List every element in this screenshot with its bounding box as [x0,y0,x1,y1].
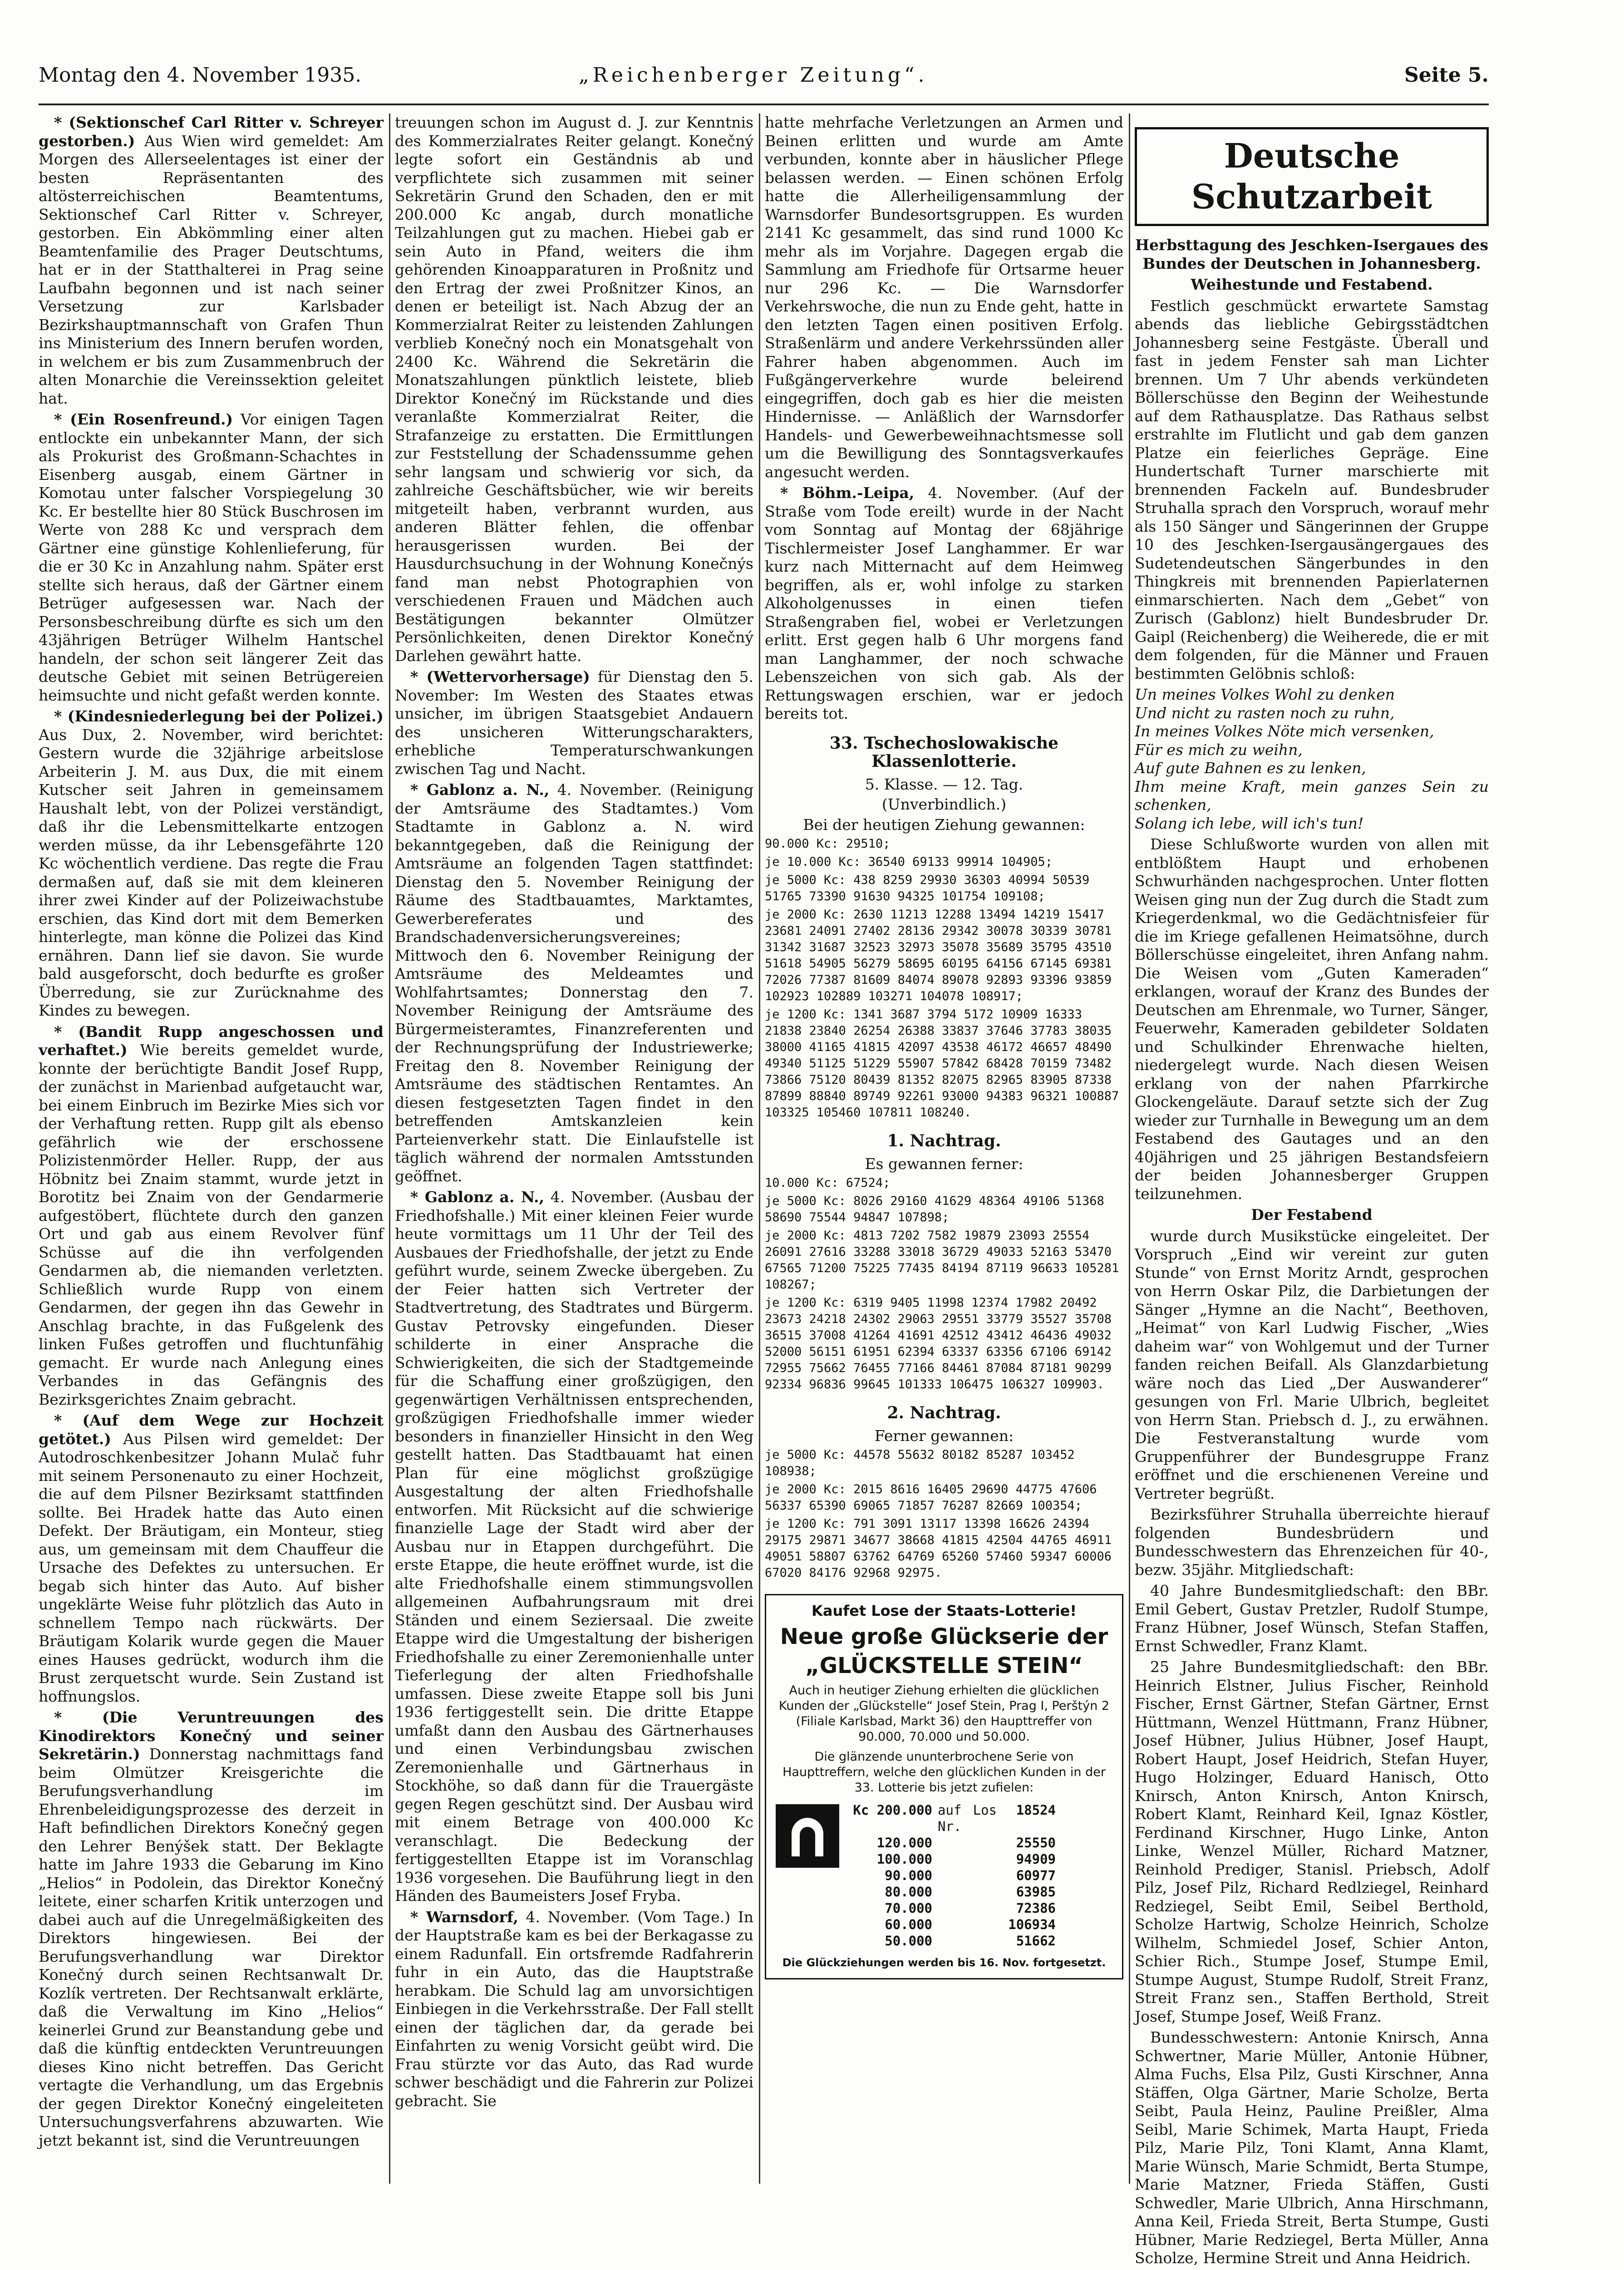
article-text: treuungen schon im August d. J. zur Kenntnis des Kommerzialrates Reiter gelangt. Konečný legte sofort ein Geständnis ab und verpflichtete sich zusammen mit seiner Sekretärin Grund den Schaden, den er mit 200.000 Kc angab, durch monatliche Teilzahlungen gut zu machen. Hiebei gab er sein Auto in Pfand, weiters die ihm gehörenden Kinoapparaturen in Proßnitz und den Ertrag der zwei Proßnitzer Kinos, an denen er beteiligt ist. Nach Abzug der an Kommerzialrat Reiter zu leistenden Zahlungen verblieb Konečný noch ein Monatsgehalt von 2400 Kc. Während die Sekretärin die Monatszahlungen pünktlich leistete, blieb Direktor Konečný im Rückstande und dies veranlaßte Kommerzialrat Reiter, die Strafanzeige zu erstatten. Die Ermittlungen zur Feststellung der Schadenssumme gehen sehr langsam und schwierig vor sich, da zahlreiche Geschäftsbücher, wie wir bereits mitgeteilt haben, verbrannt wurden, aus anderen Blätter fehlen, die offenbar herausgerissen wurden. Bei der Hausdurchsuchung in der Wohnung Konečnýs fand man nebst Photographien von verschiedenen Frauen und Mädchen auch Bestätigungen bekannter Olmützer Persönlichkeiten, denen Direktor Konečný Darlehen gewährt hatte. [395,114,753,665]
article [39,1023,384,1409]
paragraph: Bezirksführer Struhalla überreichte hierauf folgenden Bundesbrüdern und Bundesschwestern das Ehrenzeichen für 40-, bezw. 35jähr. Mitgliedschaft: [1135,1505,1489,1579]
column-1 [39,114,384,2184]
lottery-line: je 1200 Kc: 6319 9405 11998 12374 17982 20492 23673 24218 24302 29063 29551 33779 35527 35708 36515 37008 41264 41691 42512 43412 46436 49032 52000 56151 61951 62394 63337 63356 67106 69142 72955 75662 76455 77166 84461 87084 87181 90299 92334 96836 99645 101333 106475 106327 109903. [765,1296,1119,1392]
article-head: * (Die Veruntreuungen des Kinodirektors Konečný und seiner Sekretärin.) [39,1708,384,1763]
ad-prize-table [773,1802,1115,1949]
article-text: Aus Pilsen wird gemeldet: Der Autodroschkenbesitzer Johann Mulač fuhr mit seinem Personenauto zu einer Hochzeit, die auf dem Pilsner Bezirksamt stattfinden sollte. Bei Hradek hatte das Auto einen Defekt. Der Bräutigam, ein Monteur, stieg aus, um gemeinsam mit dem Chauffeur die Ursache des Defektes zu untersuchen. Er begab sich hinter das Auto. Auf bisher ungeklärte Weise fuhr plötzlich das Auto in schnellem Tempo nach rückwärts. Der Bräutigam Kolarik wurde gegen die Mauer eines Hauses gedrückt, wodurch ihm die Brust zerquetscht wurde. Sein Zustand ist hoffnungslos. [39,1430,384,1705]
paragraph: 40 Jahre Bundesmitgliedschaft: den BBr. Emil Gebert, Gustav Pretzler, Rudolf Stumpe, Franz Hübner, Josef Wünsch, Stefan Staffen, Ernst Schwedler, Franz Klamt. [1135,1582,1489,1655]
lottery-line: je 5000 Kc: 8026 29160 41629 48364 49106 51368 58690 75544 94847 107898; [765,1194,1112,1224]
lottery-line: 90.000 Kc: 29510; [765,837,891,851]
article [39,114,384,408]
column-divider [389,114,390,2184]
article-head: * (Ein Rosenfreund.) [54,410,233,428]
ad-prize-row: 100.000 94909 [876,1851,1056,1867]
horseshoe-logo-icon [773,1802,842,1870]
ad-banner: Kaufet Lose der Staats-Lotterie! [812,1602,1077,1619]
column-divider [1129,114,1130,2184]
article [395,1188,753,1905]
article-text: Aus Wien wird gemeldet: Am Morgen des Allerseelentages ist einer der besten Repräsentanten des altösterreichischen Beamtentums, Sektionschef Carl Ritter v. Schreyer, gestorben. Ein Abkömmling einer alten Beamtenfamilie des Prager Deutschtums, hat er in der Statthalterei in Prag seine Laufbahn begonnen und ist nach seiner Versetzung zur Karlsbader Bezirkshauptmannschaft von Grafen Thun ins Ministerium des Innern berufen worden, in welchem er bis zum Zusammenbruch der alten Monarchie die Vereinssektion geleitet hat. [39,132,384,407]
lottery-supplement-intro: Ferner gewannen: [874,1426,1014,1445]
lottery-line: je 2000 Kc: 2015 8616 16405 29690 44775 47606 56337 65390 69065 71857 76287 82669 100354; [765,1482,1104,1513]
article [39,707,384,1020]
article [39,1708,384,2150]
ad-prize-row: 70.000 72386 [885,1900,1056,1916]
article [39,410,384,705]
section-title-box: Deutsche Schutzarbeit [1135,127,1489,226]
article [395,781,753,1185]
article [39,1411,384,1706]
column-4 [1135,114,1489,2267]
article-text: Vor einigen Tagen entlockte ein unbekannter Mann, der sich als Prokurist des Großmann-Schachtes in Eisenberg ausgab, einem Gärtner in Komotau unter falscher Vorspiegelung 30 Kc. Er bestellte hier 80 Stück Buschrosen im Werte von 288 Kc und versprach dem Gärtner eine günstige Kohlenlieferung, für die er 30 Kc in Anzahlung nahm. Später erst stellte sich heraus, daß der Gärtner einem Betrüger aufgesessen war. Nach der Personsbeschreibung dürfte es sich um den 43jährigen Betrüger Wilhelm Hantschel handeln, der schon seit längerer Zeit das deutsche Gebiet mit seinen Betrügereien heimsuchte und nicht gefaßt werden konnte. [39,410,384,704]
article-text: Wie bereits gemeldet wurde, konnte der berüchtigte Bandit Josef Rupp, der zunächst in Marienbad aufgetaucht war, bei einem Einbruch im Bezirke Mies sich vor der Verhaftung retten. Rupp gilt als ebenso gefährlich wie der erschossene Polizistenmörder Heller. Rupp, der aus Höbnitz bei Znaim stammt, wurde jetzt in Borotitz bei Znaim von der Gendarmerie aufgestöbert, flüchtete durch den ganzen Ort und gab aus einem Revolver fünf Schüsse auf die ihn verfolgenden Gendarmen ab, die niemanden verletzten. Schließlich wurde Rupp von einem Gendarmen, der gegen ihn das Gewehr in Anschlag brachte, in das Fußgelenk des linken Fußes getroffen und fluchtunfähig gemacht. Er wurde nach Anlegung eines Verbandes in das Gefängnis des Bezirksgerichtes Znaim gebracht. [39,1041,384,1408]
ad-prize-row: 90.000 60977 [885,1867,1056,1883]
ad-title: Neue große Glückserie der [780,1624,1108,1649]
paragraph: wurde durch Musikstücke eingeleitet. Der Vorspruch „Eind wir vereint zur guten Stunde“ von Ernst Moritz Arndt, gesprochen von Herrn Oskar Pilz, die Darbietungen der Sänger „Hymne an die Nacht“, Beethoven, „Heimat“ von Karl Ludwig Fischer, „Wies daheim war“ von Wohlgemut und der Turner fanden reichen Beifall. Als Glanzdarbietung wäre noch das Lied „Der Auswanderer“ gesungen von Frl. Marie Ulbrich, begleitet von Herrn Stan. Priebsch d. J., zu erwähnen. Die Festveranstaltung wurde vom Gruppenführer der Bundesgruppe Franz eröffnet und die erschienenen Vereine und Vertreter begrüßt. [1135,1227,1489,1502]
article [395,1908,753,2111]
article-head: * Gablonz a. N., [410,781,550,799]
column-divider [759,114,760,2184]
lottery-section [765,733,1127,1582]
article-text: Donnerstag nachmittags fand beim Olmützer Kreisgerichte die Berufungsverhandlung im Ehrenbeleidigungsprozesse des derzeit in Haft befindlichen Direktors Konečný gegen den Lehrer Benýšek statt. Der Beklagte hatte im Jahre 1933 die Gebarung im Kino „Helios“ in Podolein, das Direktor Konečný leitete, einer scharfen Kritik unterzogen und dabei auch auf die Unregelmäßigkeiten des Direktors hingewiesen. Bei der Berufungsverhandlung war Direktor Konečný durch seinen Rechtsanwalt Dr. Kozlík vertreten. Der Rechtsanwalt erklärte, daß die Verwaltung im Kino „Helios“ keinerlei Grund zur Beanstandung gebe und daß die künftig entdeckten Veruntreuungen dieses Kino nicht betreffen. Das Gericht vertagte die Verhandlung, um das Ergebnis der gegen Direktor Konečný eingeleiteten Untersuchungsverfahrens abzuwarten. Wie jetzt bekannt ist, sind die Veruntreuungen [39,1745,384,2149]
paragraph: Bundesschwestern: Antonie Knirsch, Anna Schwertner, Marie Müller, Antonie Hübner, Alma Fuchs, Elsa Pilz, Gusti Kirschner, Anna Stäffen, Olga Gärtner, Marie Scholze, Berta Seibt, Paula Heinz, Pauline Preißler, Alma Seibl, Marie Schimek, Marta Haupt, Frieda Pilz, Marie Pilz, Toni Klamt, Anna Klamt, Marie Wünsch, Marie Schmidt, Berta Stumpe, Marie Matzner, Frieda Stäffen, Gusti Schwedler, Marie Ulbrich, Anna Hirschmann, Anna Keil, Frieda Streit, Berta Stumpe, Gusti Hübner, Marie Redziegel, Berta Müller, Anna Scholze, Hermine Streit und Anna Heidrich. [1135,2028,1489,2267]
ad-prize-row: 80.000 63985 [885,1884,1056,1900]
issue-date: Montag den 4. November 1935. [39,64,362,87]
ad-brand: „GLÜCKSTELLE STEIN“ [805,1653,1083,1678]
article-subhead: Herbsttagung des Jeschken-Isergaues des Bundes der Deutschen in Johannesberg. [1135,236,1489,272]
lottery-line: je 1200 Kc: 791 3091 13117 13398 16626 24394 29175 29871 34677 38668 41815 42504 44765 46911 49051 58807 63762 64769 65260 57460 59347 60006 67020 84176 92968 92975. [765,1517,1119,1580]
lottery-intro: Bei der heutigen Ziehung gewannen: [803,815,1085,834]
article-text: Aus Dux, 2. November, wird berichtet: Gestern wurde die 32jährige arbeitslose Arbeiterin J. M. aus Dux, die mit einem Kutscher seit Jahren in gemeinsamem Haushalt lebt, von der Polizei verständigt, daß ihr die Lebensmittelkarte entzogen werden müsse, da ihr Lebensgefährte 120 Kc wöchentlich verdiene. Das regte die Frau dermaßen auf, daß sie mit dem kleineren ihrer zwei Kinder auf der Polizeiwachstube erschien, das Kind dort mit dem Bemerken hinterlegte, man könne die Polizei das Kind ernähren. Dann lief sie davon. Sie wurde bald ausgeforscht, doch bedurfte es großer Überredung, sie zur Zurücknahme des Kindes zu bewegen. [39,725,384,1019]
ad-prize-rows [842,1802,1115,1949]
paragraph: Diese Schlußworte wurden von allen mit entblößtem Haupt und erhobenen Schwurhänden nachgesprochen. Unter flotten Weisen ging nun der Zug durch die Stadt zum Kriegerdenkmal, wo die Gedächtnisfeier für die im Kriege gefallenen Heimatsöhne, durch Böllerschüsse eingeleitet, ihren Anfang nahm. Die Weisen vom „Guten Kameraden“ erklangen, worauf der Kranz des Bundes der Deutschen am Ehrenmale, wo Turner, Sänger, Feuerwehr, Kameraden gebildeter Soldaten und Schulkinder Ehrenwache hielten, niedergelegt wurde. Nach diesen Weisen erklang von der nahen Pfarrkirche Glockengeläute. Darauf setzte sich der Zug wieder zur Turnhalle in Bewegung um an dem Festabend des Gautages und an den 40jährigen und 25 jährigen Bestandsfeiern der beiden Johannesberger Gruppen teilzunehmen. [1135,835,1489,1203]
ad-prize-row: 120.000 25550 [876,1835,1056,1851]
lottery-supplement-intro: Es gewannen ferner: [865,1155,1024,1173]
ad-body: Auch in heutiger Ziehung erhielten die glücklichen Kunden der „Glückstelle“ Josef Stein, Prag I, Perštýn 2 (Filiale Karlsbad, Markt 36) den Haupttreffer von 90.000, 70.000 und 50.000. [778,1683,1110,1744]
lottery-advertisement [765,1594,1123,1979]
lottery-line: je 10.000 Kc: 36540 69133 99914 104905; [765,855,1053,869]
lottery-supplement-title: 2. Nachtrag. [887,1403,1001,1422]
column-3 [765,114,1127,2184]
paragraph: 25 Jahre Bundesmitgliedschaft: den BBr. Heinrich Elstner, Julius Fischer, Reinhold Fischer, Ernst Gärtner, Stefan Gärtner, Ernst Hüttmann, Wenzel Hüttmann, Franz Hübner, Josef Hübner, Julius Hübner, Josef Haupt, Robert Haupt, Josef Heidrich, Stefan Huyer, Hugo Holzinger, Eduard Hanisch, Otto Knirsch, Anton Knirsch, Anton Knirsch, Robert Klamt, Reinhard Keil, Ignaz Köstler, Ferdinand Kirschner, Hugo Linke, Anton Linke, Wenzel Müller, Richard Matzner, Reinhold Prediger, Stanisl. Priebsch, Adolf Pilz, Josef Pilz, Richard Redlziegel, Reinhard Redziegel, Seibt Emil, Seibel Berthold, Scholze Hartwig, Scholze Heinrich, Scholze Wilhelm, Schmiedel Josef, Schier Anton, Schier Rich., Stumpe Josef, Stumpe Emil, Stumpe August, Stumpe Rudolf, Streit Franz, Streit Franz sen., Staffen Berthold, Streit Josef, Stumpe Josef, Weiß Franz. [1135,1658,1489,2025]
article-head: * (Wettervorhersage) [410,668,590,686]
article-head: * (Kindesniederlegung bei der Polizei.) [54,707,384,725]
newspaper-title: „Reichenberger Zeitung“. [579,64,928,87]
ad-prize-row: 50.000 51662 [885,1933,1056,1949]
article-head: * Gablonz a. N., [410,1188,545,1206]
ad-prize-row: Kc 200.000 auf Los Nr. 18524 [853,1802,1056,1834]
paragraph: Festlich geschmückt erwartete Samstag abends das liebliche Gebirgsstädtchen Johannesberg seine Festgäste. Überall und fast in jedem Fenster sah man Lichter brennen. Um 7 Uhr abends verkündeten Böllerschüsse den Beginn der Weihestunde auf dem Rathausplatze. Das Rathaus selbst erstrahlte im Flutlicht und gab dem ganzen Platze ein feierliches Gepräge. Eine Hundertschaft Turner marschierte mit brennenden Fackeln auf. Bundesbruder Struhalla sprach den Vorspruch, worauf mehr als 150 Sänger und Sängerinnen der Gruppe 10 des Jeschken-Isergausängergaues des Sudetendeutschen Sängerbundes in den Thingkreis mit brennenden Papierlaternen einmarschierten. Nach dem „Gebet“ von Zurisch (Gablonz) hielt Bundesbruder Dr. Gaipl (Reichenberg) die Weiherede, die er mit dem folgenden, für die Männer und Frauen bestimmten Gelöbnis schloß: [1135,296,1489,682]
article-head: * (Bandit Rupp angeschossen und verhaftet.) [39,1022,384,1059]
lottery-line: je 2000 Kc: 4813 7202 7582 19879 23093 25554 26091 27616 33288 33018 36729 49033 52163 53470 67565 71200 75225 77435 84194 87119 96633 105281 108267; [765,1229,1127,1292]
article-text: 4. November. (Reinigung der Amtsräume des Stadtamtes.) Vom Stadtamte in Gablonz a. N. wird bekanntgegeben, daß die Reinigung der Amtsräume an folgenden Tagen stattfindet: Dienstag den 5. November Reinigung der Räume des Stadtbauamtes, Marktamtes, Gewerbereferates und des Brandschadenversicherungsvereines; Mittwoch den 6. November Reinigung der Amtsräume des Meldeamtes und Wohlfahrtsamtes; Donnerstag den 7. November Reinigung der Amtsräume des Bürgermeisteramtes, Finanzreferenten und der Rechnungsprüfung der Industriewerke; Freitag den 8. November Reinigung der Amtsräume des städtischen Rentamtes. An diesen festgesetzten Tagen findet in den betreffenden Amtskanzleien kein Parteienverkehr statt. Die Einlaufstelle ist täglich während der normalen Amtsstunden geöffnet. [395,781,753,1185]
lottery-line: je 2000 Kc: 2630 11213 12288 13494 14219 15417 23681 24091 27402 28136 29342 30078 30339 30781 31342 31687 32523 32973 35078 35689 35795 43510 51618 54905 56279 58695 60195 64156 67145 69381 72026 77387 81609 84074 89078 92893 93396 93859 102923 102889 103271 104078 108917; [765,908,1119,1003]
section-head: Weihestunde und Festabend. [1191,276,1433,293]
page-number: Seite 5. [1404,64,1489,87]
article-text: 4. November. (Auf der Straße vom Tode ereilt) wurde in der Nacht vom Sonntag auf Montag der 68jährige Tischlermeister Josef Langhammer. Er war kurz nach Mitternacht auf dem Heimweg begriffen, als er, wohl infolge zu starken Alkoholgenusses in einen tiefen Straßengraben fiel, wobei er Verletzungen erlitt. Erst gegen halb 6 Uhr morgens fand man Langhammer, der noch schwache Lebenszeichen von sich gab. Als der Rettungswagen erschien, war er jedoch bereits tot. [765,484,1123,722]
lottery-line: 10.000 Kc: 67524; [765,1176,891,1190]
lottery-note: (Unverbindlich.) [881,795,1007,813]
article-head: * Warnsdorf, [410,1908,518,1926]
article [395,114,753,665]
article [395,668,753,778]
masthead [39,64,1489,100]
column-2 [395,114,753,2184]
lottery-title: 33. Tschechoslowakische Klassenlotterie. [829,733,1059,771]
article-head: * (Sektionschef Carl Ritter v. Schreyer gestorben.) [39,114,384,150]
lottery-line: je 5000 Kc: 44578 55632 80182 85287 103452 108938; [765,1448,1082,1478]
section-head: Der Festabend [1251,1206,1373,1224]
article-head: * (Auf dem Wege zur Hochzeit getötet.) [39,1411,384,1448]
lottery-supplement-title: 1. Nachtrag. [887,1131,1001,1150]
article-text: 4. November. (Vom Tage.) In der Hauptstraße kam es bei der Berkagasse zu einem Radunfall. Ein ortsfremde Radfahrerin fuhr in ein Auto, das die Hauptstraße herabkam. Die Schuld lag am unvorsichtigen Einbiegen in die Verkehrsstraße. Der Fall stellt einen der täglichen dar, da gerade bei Einfahrten zu wenig Vorsicht geübt wird. Die Frau stürzte vor das Auto, das Rad wurde schwer beschädigt und die Fahrerin zur Polizei gebracht. Sie [395,1908,753,2110]
lottery-class: 5. Klasse. — 12. Tag. [865,775,1024,793]
article [765,114,1123,481]
article-text: hatte mehrfache Verletzungen an Armen und Beinen erlitten und wurde am Amte verbunden, konnte aber in häuslicher Pflege belassen werden. — Einen schönen Erfolg hatte die Allerheiligensammlung der Warnsdorfer Bundesortsgruppen. Es wurden 2141 Kc gesammelt, das sind rund 1000 Kc mehr als im Vorjahre. Dagegen ergab die Sammlung am Friedhofe für Ortsarme heuer nur 296 Kc. — Die Warnsdorfer Verkehrswoche, die nun zu Ende geht, hatte in den letzten Tagen einen positiven Erfolg. Straßenlärm und andere Verkehrssünden aller Fahrer haben abgenommen. Auch im Fußgängerverkehre wurde beleirend eingegriffen, doch gab es hier die meisten Hindernisse. — Anläßlich der Warnsdorfer Handels- und Gewerbeweihnachtsmesse soll um die Bewilligung des Sonntagsverkaufes angesucht werden. [765,114,1123,481]
ad-prize-row: 60.000 106934 [885,1916,1056,1932]
lottery-line: je 5000 Kc: 438 8259 29930 36303 40994 50539 51765 73390 91630 94325 101754 109108; [765,873,1097,903]
article [765,484,1123,723]
lottery-line: je 1200 Kc: 1341 3687 3794 5172 10909 16333 21838 23840 26254 26388 33837 37646 37783 38035 38000 41165 41815 42097 43538 46172 46657 48490 49340 51125 51229 55907 57842 68428 70159 73482 73866 75120 80439 81352 82075 82965 83905 87338 87899 88840 89749 92261 93000 94383 96321 100887 103325 105460 107811 108240. [765,1007,1127,1120]
article-head: * Böhm.-Leipa, [780,484,915,502]
poem: Un meines Volkes Wohl zu denken Und nicht zu rasten noch zu ruhn, In meines Volkes Nöte mich versenken, Für es mich zu weihn, Auf gute Bahnen es zu lenken, Ihm meine Kraft, mein ganzes Sein zu schenken, Solang ich lebe, will ich's tun! [1135,686,1489,832]
ad-body: Die glänzende ununterbrochene Serie von Haupttreffern, welche den glücklichen Kunden in der 33. Lotterie bis jetzt zufielen: [782,1749,1106,1795]
masthead-rule [39,104,1489,105]
ad-footer: Die Glückziehungen werden bis 16. Nov. fortgesetzt. [782,1956,1106,1969]
article-text: 4. November. (Ausbau der Friedhofshalle.) Mit einer kleinen Feier wurde heute vormittags um 11 Uhr der Teil des Ausbaues der Friedhofshalle, der jetzt zu Ende geführt wurde, seinem Zwecke übergeben. Zu der Feier hatten sich Vertreter der Stadtvertretung, des Stadtrates und Bürgerm. Gustav Petrovsky eingefunden. Dieser schilderte in einer Ansprache die Schwierigkeiten, die sich der Stadtgemeinde für die Schaffung einer großzügigen, den gegenwärtigen Verhältnissen entsprechenden, großzügigen Friedhofshalle immer wieder besonders in finanzieller Hinsicht in den Weg gestellt hatten. Das Stadtbauamt hat einen Plan für eine möglichst großzügige Ausgestaltung der alten Friedhofshalle entworfen. Mit Rücksicht auf die schwierige finanzielle Lage der Stadt wird aber der Ausbau nur in Etappen durchgeführt. Die erste Etappe, die heute eröffnet wurde, ist die alte Friedhofshalle einem stimmungsvollen allgemeinen Aufbahrungsraum mit drei Ständen und einem Seziersaal. Die zweite Etappe wird die Umgestaltung der bisherigen Friedhofshalle zu einer Zeremonienhalle unter Tieferlegung der alten Friedhofshalle umfassen. Diese zweite Etappe soll bis Juni 1936 fertiggestellt sein. Die dritte Etappe umfaßt dann den Ausbau des Gärtnerhauses und einen Verbindungsbau zwischen Zeremonienhalle und Gärtnerhaus in Stockhöhe, so daß dann für die Trauergäste gegen Regen geschützt sind. Der Ausbau wird mit einem Betrage von 400.000 Kc veranschlagt. Die Bedeckung der fertiggestellten Etappe ist im Voranschlag 1936 vorgesehen. Die Bauführung liegt in den Händen des Baumeisters Josef Fryba. [395,1188,753,1905]
article-text: für Dienstag den 5. November: Im Westen des Staates etwas unsicher, im übrigen Staatsgebiet Andauern des unsicheren Witterungscharakters, erhebliche Temperaturschwankungen zwischen Tag und Nacht. [395,668,753,778]
